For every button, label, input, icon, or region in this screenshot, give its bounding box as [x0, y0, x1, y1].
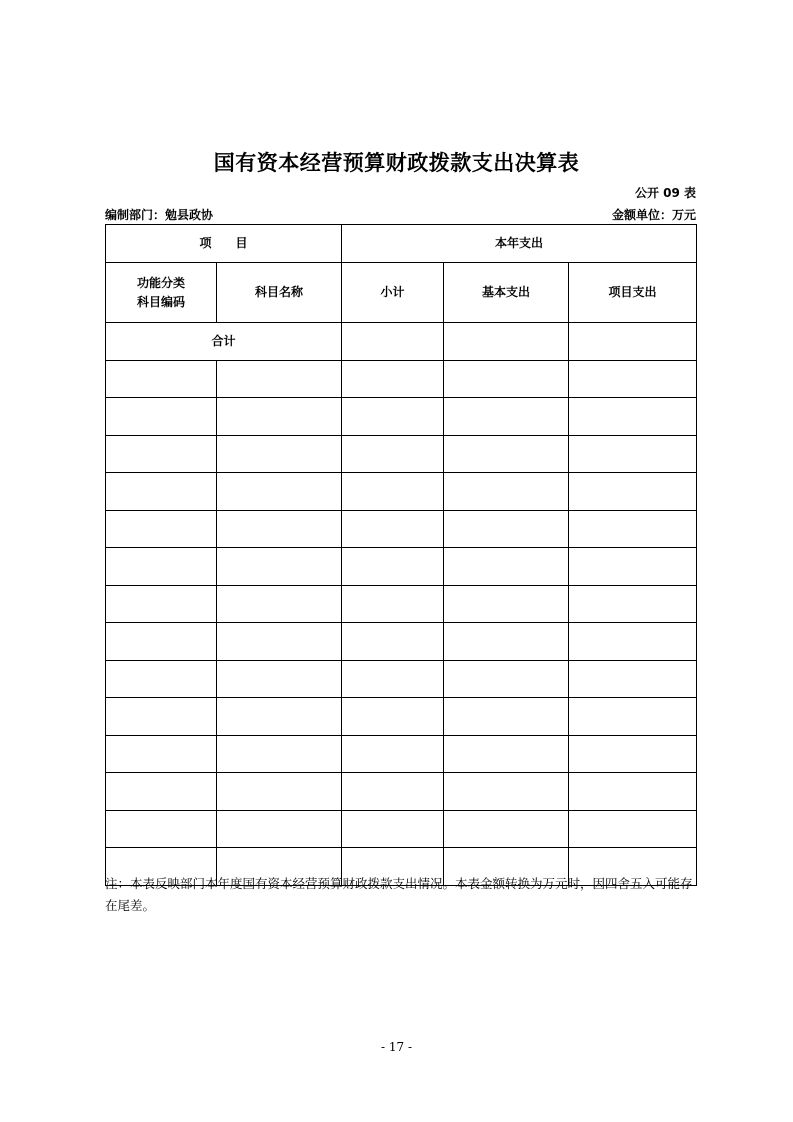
table-cell [342, 698, 444, 736]
table-cell [569, 360, 697, 398]
header-subtotal: 小计 [342, 263, 444, 323]
table-cell [444, 660, 569, 698]
table-cell [106, 623, 217, 661]
table-cell [342, 660, 444, 698]
table-cell [569, 510, 697, 548]
page-number: - 17 - [380, 1040, 412, 1054]
table-cell [569, 773, 697, 811]
table-cell [444, 698, 569, 736]
form-code: 公开 09 表 [634, 186, 696, 200]
unit-label: 金额单位：万元 [611, 208, 696, 222]
table-cell [444, 735, 569, 773]
table-cell [342, 510, 444, 548]
header-row-2 [106, 263, 697, 323]
table-cell [342, 585, 444, 623]
table-cell [569, 435, 697, 473]
table-cell [106, 585, 217, 623]
table-cell [342, 398, 444, 436]
table-cell [106, 360, 217, 398]
table-row [106, 698, 697, 736]
table-cell [569, 735, 697, 773]
table-row [106, 548, 697, 586]
table-cell [444, 548, 569, 586]
table-cell [217, 510, 342, 548]
table-cell [217, 548, 342, 586]
table-cell [217, 398, 342, 436]
table-row [106, 660, 697, 698]
total-label: 合计 [106, 323, 342, 361]
table-row [106, 735, 697, 773]
table-row [106, 473, 697, 511]
table-cell [217, 585, 342, 623]
table-cell [444, 585, 569, 623]
table-cell [217, 435, 342, 473]
table-cell [342, 473, 444, 511]
table-cell [217, 473, 342, 511]
table-cell [569, 660, 697, 698]
table-cell [106, 435, 217, 473]
table-cell [444, 435, 569, 473]
table-cell [569, 585, 697, 623]
table-cell [217, 698, 342, 736]
table-cell [106, 510, 217, 548]
table-cell [569, 548, 697, 586]
table-row [106, 398, 697, 436]
table-cell [106, 398, 217, 436]
table-cell [569, 473, 697, 511]
total-project-cell [569, 323, 697, 361]
total-subtotal-cell [342, 323, 444, 361]
table-cell [342, 773, 444, 811]
table-cell [106, 473, 217, 511]
table-cell [342, 548, 444, 586]
total-basic-cell [444, 323, 569, 361]
table-cell [106, 698, 217, 736]
table-cell [106, 773, 217, 811]
header-year-expense: 本年支出 [342, 225, 697, 263]
header-project: 项 目 [106, 225, 342, 263]
table-cell [444, 773, 569, 811]
table-row [106, 435, 697, 473]
table-cell [106, 810, 217, 848]
header-function-code-line1: 功能分类 [136, 275, 185, 290]
header-basic-expense: 基本支出 [444, 263, 569, 323]
table-cell [444, 810, 569, 848]
table-row [106, 585, 697, 623]
table-cell [106, 660, 217, 698]
header-function-code-line2: 科目编码 [136, 294, 185, 309]
table-row [106, 623, 697, 661]
table-row [106, 510, 697, 548]
table-cell [106, 735, 217, 773]
header-function-code [106, 263, 217, 323]
table-cell [342, 623, 444, 661]
table-cell [217, 623, 342, 661]
header-row-1 [106, 225, 697, 263]
table-row [106, 773, 697, 811]
table-cell [342, 810, 444, 848]
table-cell [444, 360, 569, 398]
table-row [106, 360, 697, 398]
table-cell [569, 398, 697, 436]
table-cell [444, 473, 569, 511]
header-project-expense: 项目支出 [569, 263, 697, 323]
department-label: 编制部门：勉县政协 [105, 208, 214, 222]
table-cell [444, 398, 569, 436]
table-cell [217, 810, 342, 848]
table-cell [342, 735, 444, 773]
table-cell [217, 773, 342, 811]
table-cell [569, 698, 697, 736]
table-cell [217, 360, 342, 398]
table-cell [569, 623, 697, 661]
table-cell [217, 735, 342, 773]
total-row [106, 323, 697, 361]
footnote: 注：本表反映部门本年度国有资本经营预算财政拨款支出情况。本表金额转换为万元时，因四舍五入可能存在尾差。 [105, 876, 693, 913]
table-cell [444, 510, 569, 548]
table-cell [342, 435, 444, 473]
page-title: 国有资本经营预算财政拨款支出决算表 [213, 151, 580, 175]
expenditure-table [105, 224, 697, 886]
table-cell [106, 548, 217, 586]
table-row [106, 810, 697, 848]
header-subject-name: 科目名称 [217, 263, 342, 323]
table-cell [444, 623, 569, 661]
table-cell [569, 810, 697, 848]
table-cell [342, 360, 444, 398]
table-cell [217, 660, 342, 698]
